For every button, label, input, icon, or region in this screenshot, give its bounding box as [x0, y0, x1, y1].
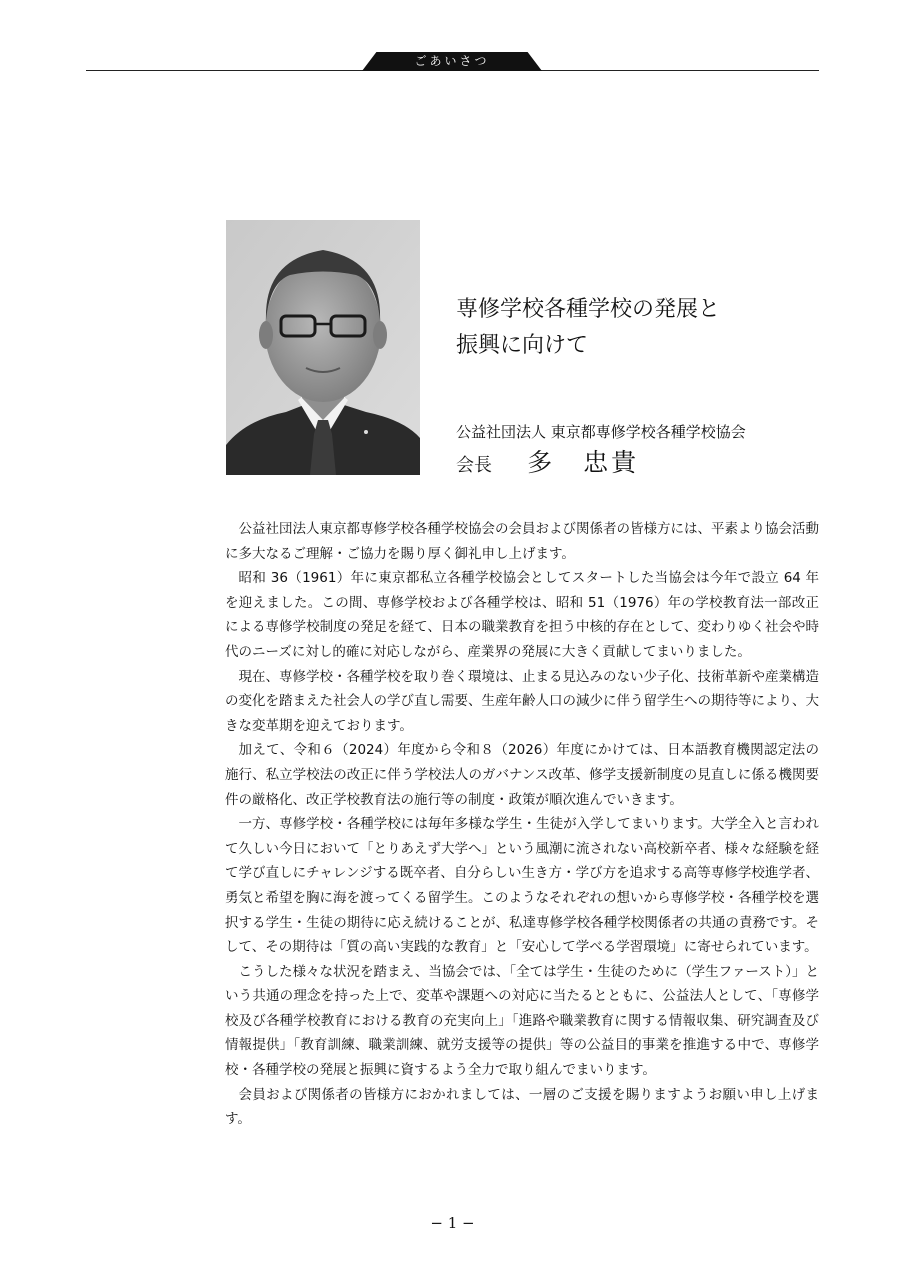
body-paragraph: 昭和 36（1961）年に東京都私立各種学校協会としてスタートした当協会は今年で設立 64 年を迎えました。この間、専修学校および各種学校は、昭和 51（1976）年の学校教育法一部改正による専修学校制度の発足を経て、日本の職業教育を担う中核的存在として、変わりゆく社会や時代のニーズに対し的確に対応しながら、産業界の発展に大きく貢献してまいりました。 — [225, 570, 819, 660]
page-number: − 1 − — [430, 1214, 475, 1232]
portrait-photo — [226, 220, 420, 475]
author-signature — [456, 447, 639, 482]
organization-name: 公益社団法人 東京都専修学校各種学校協会 — [456, 423, 746, 441]
body-paragraph: 会員および関係者の皆様方におかれましては、一層のご支援を賜りますようお願い申し上げます。 — [225, 1086, 819, 1128]
body-paragraph: 現在、専修学校・各種学校を取り巻く環境は、止まる見込みのない少子化、技術革新や産業構造の変化を踏まえた社会人の学び直し需要、生産年齢人口の減少に伴う留学生への期待等により、大きな変革期を迎えております。 — [225, 668, 819, 734]
author-name: 多 忠貴 — [527, 448, 640, 477]
title-line-1: 専修学校各種学校の発展と — [456, 297, 721, 322]
title-line-2: 振興に向けて — [456, 333, 589, 358]
body-paragraph: 一方、専修学校・各種学校には毎年多様な学生・生徒が入学してまいります。大学全入と言われて久しい今日において「とりあえず大学へ」という風潮に流されない高校新卒者、様々な経験を経て学び直しにチャレンジする既卒者、自分らしい生き方・学び方を追求する高等専修学校進学者、勇気と希望を胸に海を渡ってくる留学生。このようなそれぞれの想いから専修学校・各種学校を選択する学生・生徒の期待に応え続けることが、私達専修学校各種学校関係者の共通の責務です。そして、その期待は「質の高い実践的な教育」と「安心して学べる学習環境」に寄せられています。 — [225, 816, 819, 956]
author-role: 会長 — [456, 455, 492, 476]
body-paragraph: 公益社団法人東京都専修学校各種学校協会の会員および関係者の皆様方には、平素より協会活動に多大なるご理解・ご協力を賜り厚く御礼申し上げます。 — [225, 521, 819, 562]
greeting-title — [456, 292, 720, 364]
section-label: ごあいさつ — [414, 54, 490, 68]
greeting-body — [225, 517, 819, 1132]
body-paragraph: こうした様々な状況を踏まえ、当協会では、「全ては学生・生徒のために（学生ファースト）」という共通の理念を持った上で、変革や課題への対応に当たるとともに、公益法人として、「専修学校及び各種学校教育における教育の充実向上」「進路や職業教育に関する情報収集、研究調査及び情報提供」「教育訓練、職業訓練、就労支援等の提供」等の公益目的事業を推進する中で、専修学校・各種学校の発展と振興に資するよう全力で取り組んでまいります。 — [225, 963, 819, 1079]
body-paragraph: 加えて、令和６（2024）年度から令和８（2026）年度にかけては、日本語教育機関認定法の施行、私立学校法の改正に伴う学校法人のガバナンス改革、修学支援新制度の見直しに係る機関要件の厳格化、改正学校教育法の施行等の制度・政策が順次進んでいきます。 — [225, 742, 819, 808]
